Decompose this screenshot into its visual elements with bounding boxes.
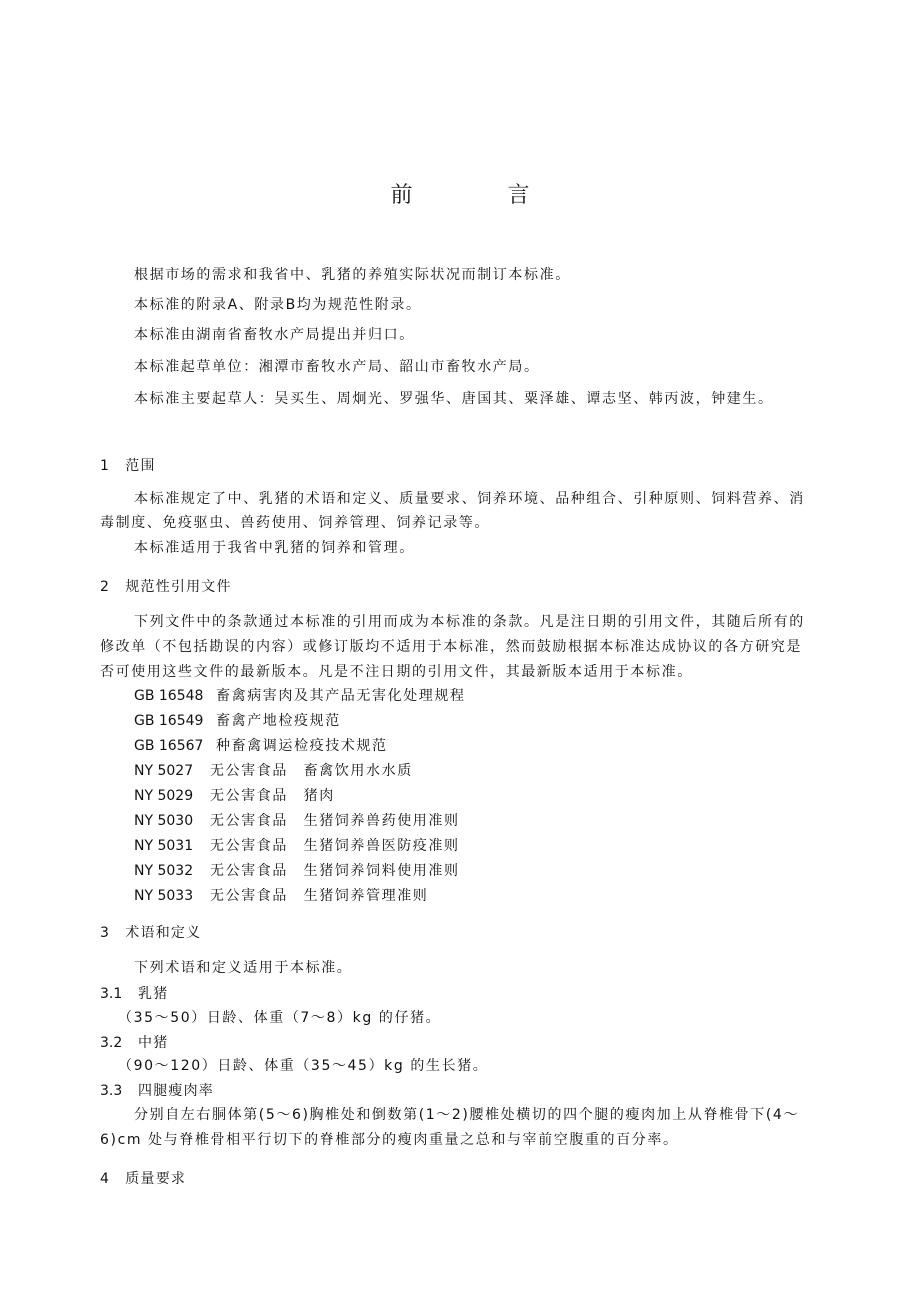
reference-title: 畜禽产地检疫规范 xyxy=(216,713,341,729)
term-definition: （90～120）日龄、体重（35～45）kg 的生长猪。 xyxy=(118,1058,489,1074)
section-4-heading: 4 质量要求 xyxy=(100,1171,187,1187)
term-number: 3.2 xyxy=(100,1035,123,1051)
reference-row xyxy=(134,886,428,906)
page-title: 前 言 xyxy=(390,183,574,208)
section-1-para-1b: 毒制度、免疫驱虫、兽药使用、饲养管理、饲养记录等。 xyxy=(100,515,490,531)
section-1-para-1a: 本标准规定了中、乳猪的术语和定义、质量要求、饲养环境、品种组合、引种原则、饲料营养、消 xyxy=(134,491,805,507)
section-1-para-2: 本标准适用于我省中乳猪的饲养和管理。 xyxy=(134,540,415,556)
reference-row xyxy=(134,836,460,856)
reference-row xyxy=(134,686,466,706)
reference-code: GB 16549 xyxy=(134,713,204,729)
reference-code: NY 5027 xyxy=(134,763,194,779)
reference-row xyxy=(134,786,335,806)
section-3-heading: 3 术语和定义 xyxy=(100,925,202,941)
reference-title: 无公害食品 畜禽饮用水水质 xyxy=(210,763,413,779)
reference-code: NY 5033 xyxy=(134,888,194,904)
reference-code: NY 5030 xyxy=(134,813,194,829)
term-definition-a: 分别自左右胴体第(5～6)胸椎处和倒数第(1～2)腰椎处横切的四个腿的瘦肉加上从脊椎骨下(4～ xyxy=(134,1107,800,1123)
term-name: 乳猪 xyxy=(138,986,169,1002)
section-2-heading: 2 规范性引用文件 xyxy=(100,579,232,595)
reference-row xyxy=(134,861,460,881)
reference-row xyxy=(134,811,460,831)
section-3-intro: 下列术语和定义适用于本标准。 xyxy=(134,960,353,976)
reference-title: 无公害食品 猪肉 xyxy=(210,788,335,804)
reference-code: NY 5032 xyxy=(134,863,194,879)
foreword-line-3: 本标准由湖南省畜牧水产局提出并归口。 xyxy=(134,327,415,343)
term-heading xyxy=(100,1080,214,1100)
reference-code: GB 16548 xyxy=(134,688,204,704)
reference-code: NY 5029 xyxy=(134,788,194,804)
term-heading xyxy=(100,1032,168,1052)
section-2-para-b: 修改单（不包括勘误的内容）或修订版均不适用于本标准，然而鼓励根据本标准达成协议的各方研究是 xyxy=(100,639,802,655)
section-2-para-a: 下列文件中的条款通过本标准的引用而成为本标准的条款。凡是注日期的引用文件，其随后所有的 xyxy=(134,614,805,630)
reference-title: 无公害食品 生猪饲养饲料使用准则 xyxy=(210,863,460,879)
reference-title: 无公害食品 生猪饲养管理准则 xyxy=(210,888,429,904)
reference-row xyxy=(134,736,388,756)
term-definition: （35～50）日龄、体重（7～8）kg 的仔猪。 xyxy=(118,1010,442,1026)
term-definition-b: 6)cm 处与脊椎骨相平行切下的脊椎部分的瘦肉重量之总和与宰前空腹重的百分率。 xyxy=(100,1132,679,1148)
foreword-line-4: 本标准起草单位：湘潭市畜牧水产局、韶山市畜牧水产局。 xyxy=(134,359,540,375)
reference-code: GB 16567 xyxy=(134,738,204,754)
term-name: 四腿瘦肉率 xyxy=(138,1083,214,1099)
foreword-line-5: 本标准主要起草人：吴买生、周炯光、罗强华、唐国其、粟泽雄、谭志坚、韩丙波，钟建生。 xyxy=(134,391,774,407)
foreword-line-1: 根据市场的需求和我省中、乳猪的养殖实际状况而制订本标准。 xyxy=(134,267,571,283)
term-number: 3.1 xyxy=(100,986,123,1002)
term-heading xyxy=(100,983,168,1003)
reference-row xyxy=(134,761,413,781)
section-2-para-c: 否可使用这些文件的最新版本。凡是不注日期的引用文件，其最新版本适用于本标准。 xyxy=(100,664,693,680)
section-1-heading: 1 范围 xyxy=(100,458,156,474)
reference-title: 畜禽病害肉及其产品无害化处理规程 xyxy=(216,688,466,704)
foreword-line-2: 本标准的附录A、附录B均为规范性附录。 xyxy=(134,297,422,313)
reference-title: 无公害食品 生猪饲养兽药使用准则 xyxy=(210,813,460,829)
reference-row xyxy=(134,711,341,731)
reference-code: NY 5031 xyxy=(134,838,194,854)
reference-title: 种畜禽调运检疫技术规范 xyxy=(216,738,388,754)
term-name: 中猪 xyxy=(138,1035,169,1051)
reference-title: 无公害食品 生猪饲养兽医防疫准则 xyxy=(210,838,460,854)
term-number: 3.3 xyxy=(100,1083,123,1099)
